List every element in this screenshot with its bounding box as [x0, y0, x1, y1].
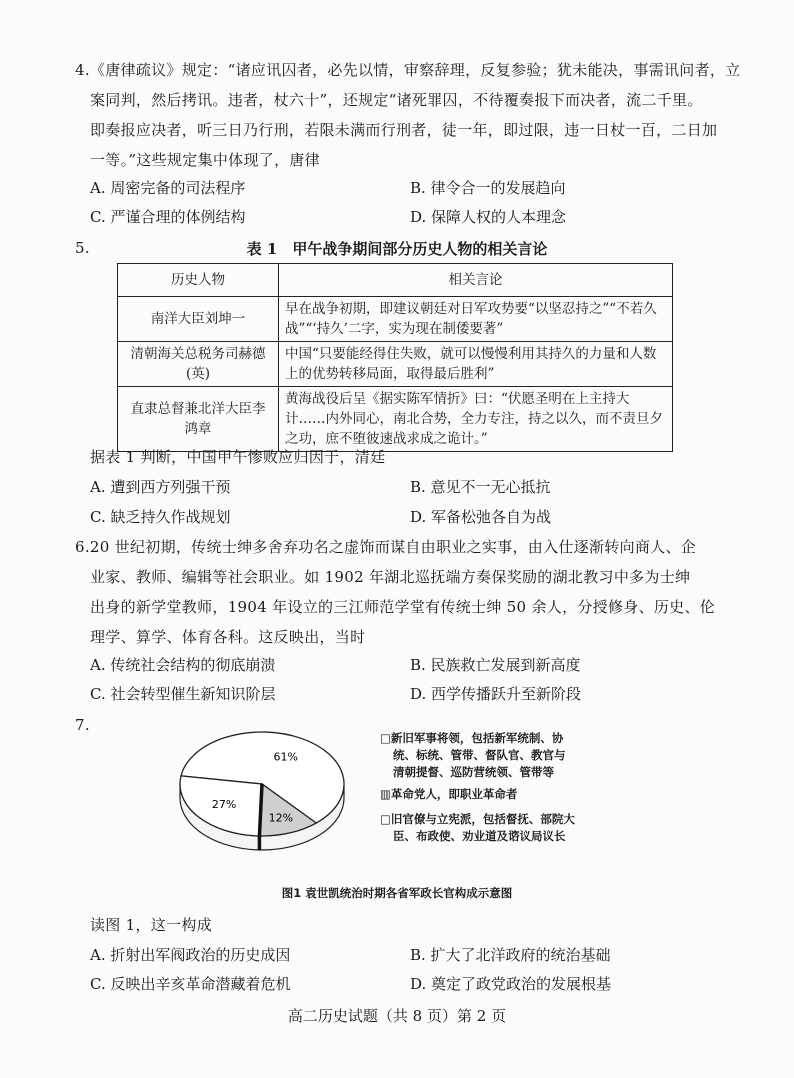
page-footer: 高二历史试题（共 8 页）第 2 页 [287, 1007, 507, 1025]
q4-line-4: 一等。”这些规定集中体现了，唐律 [90, 151, 320, 169]
q5-option-d[interactable]: D. 军备松弛各自为战 [410, 508, 552, 526]
legend-square-icon: □ [380, 731, 391, 745]
q4-line-1: 4.《唐律疏议》规定：“诸应讯囚者，必先以情，审察辞理，反复参验；犹未能决，事需讯问者，立 [75, 61, 741, 79]
table-header-row [118, 264, 673, 297]
table-cell-person: 南洋大臣刘坤一 [118, 297, 279, 342]
q6-line-2: 业家、教师、编辑等社会职业。如 1902 年湖北巡抚端方奏保奖励的湖北教习中多为士绅 [90, 568, 691, 586]
pie-slice-label: 27% [211, 797, 237, 811]
q5-option-b[interactable]: B. 意见不一无心抵抗 [410, 478, 551, 496]
q4-option-c[interactable]: C. 严谨合理的体例结构 [90, 208, 246, 226]
table-cell-person: 直隶总督兼北洋大臣李鸿章 [118, 387, 279, 452]
pie-slice-label: 12% [268, 811, 294, 825]
q4-option-a[interactable]: A. 周密完备的司法程序 [90, 179, 246, 197]
q4-option-d[interactable]: D. 保障人权的人本理念 [410, 208, 567, 226]
q4-line-3: 即奏报应决者，听三日乃行刑，若限未满而行刑者，徒一年，即过限，违一日杖一百，二日加 [90, 121, 718, 139]
q6-line-3: 出身的新学堂教师，1904 年设立的三江师范学堂有传统士绅 50 余人，分授修身、历史、伦 [90, 598, 716, 616]
q7-option-d[interactable]: D. 奠定了政党政治的发展根基 [410, 975, 612, 993]
q7-stem: 读图 1，这一构成 [90, 916, 213, 934]
pie-chart [170, 722, 370, 872]
q7-option-a[interactable]: A. 折射出军阀政治的历史成因 [90, 946, 291, 964]
q5-option-c[interactable]: C. 缺乏持久作战规划 [90, 508, 231, 526]
q6-line-4: 理学、算学、体育各科。这反映出，当时 [90, 628, 366, 646]
table-row [118, 387, 673, 452]
table-header-quote: 相关言论 [279, 264, 673, 297]
q6-option-d[interactable]: D. 西学传播跃升至新阶段 [410, 685, 582, 703]
legend-item-revolutionary: ▥革命党人，即职业革命者 [380, 787, 518, 801]
q7-option-c[interactable]: C. 反映出辛亥革命潜藏着危机 [90, 975, 291, 993]
q7-number: 7. [75, 716, 90, 734]
pie-slice-label: 61% [273, 750, 298, 764]
q5-stem: 据表 1 判断，中国甲午惨败应归因于，清廷 [90, 448, 386, 466]
q6-option-b[interactable]: B. 民族救亡发展到新高度 [410, 656, 581, 674]
q7-option-b[interactable]: B. 扩大了北洋政府的统治基础 [410, 946, 611, 964]
q5-option-a[interactable]: A. 遭到西方列强干预 [90, 478, 231, 496]
table-cell-quote: 中国“只要能经得住失败，就可以慢慢利用其持久的力量和人数上的优势转移局面，取得最后胜利” [279, 342, 673, 387]
q6-line-1: 6.20 世纪初期，传统士绅多舍弃功名之虚饰而谋自由职业之实事，由入仕逐渐转向商人、企 [75, 538, 697, 556]
legend-item-military: □新旧军事将领，包括新军统制、协 统、标统、管带、督队官、教官与 清朝提督、巡防营统领、管带等 [380, 731, 566, 779]
table-header-person: 历史人物 [118, 264, 279, 297]
history-quotes-table [117, 263, 673, 452]
table-title: 表 1 甲午战争期间部分历史人物的相关言论 [246, 240, 548, 258]
table-cell-quote: 黄海战役后呈《据实陈军情折》曰：“伏愿圣明在上主持大计……内外同心，南北合势，全力专注，持之以久，而不责旦夕之功，庶不堕彼速战求成之诡计。” [279, 387, 673, 452]
q4-option-b[interactable]: B. 律令合一的发展趋向 [410, 179, 566, 197]
legend-square-icon: □ [380, 812, 391, 826]
q5-number: 5. [75, 239, 90, 257]
figure-caption: 图1 袁世凯统治时期各省军政长官构成示意图 [281, 886, 513, 900]
table-row [118, 297, 673, 342]
table-cell-quote: 早在战争初期，即建议朝廷对日军攻势要“以坚忍持之”“不若久战”“‘持久’二字，实为现在制倭要著” [279, 297, 673, 342]
table-cell-person: 清朝海关总税务司赫德(英) [118, 342, 279, 387]
q6-option-a[interactable]: A. 传统社会结构的彻底崩溃 [90, 656, 276, 674]
table-row [118, 342, 673, 387]
legend-hatched-square-icon: ▥ [380, 787, 391, 801]
q4-line-2: 案同判，然后拷讯。违者，杖六十”，还规定“诸死罪囚，不待覆奏报下而决者，流二千里。 [90, 91, 703, 109]
q6-option-c[interactable]: C. 社会转型催生新知识阶层 [90, 685, 276, 703]
legend-item-bureaucrats: □旧官僚与立宪派，包括督抚、部院大 臣、布政使、劝业道及谘议局议长 [380, 812, 575, 843]
